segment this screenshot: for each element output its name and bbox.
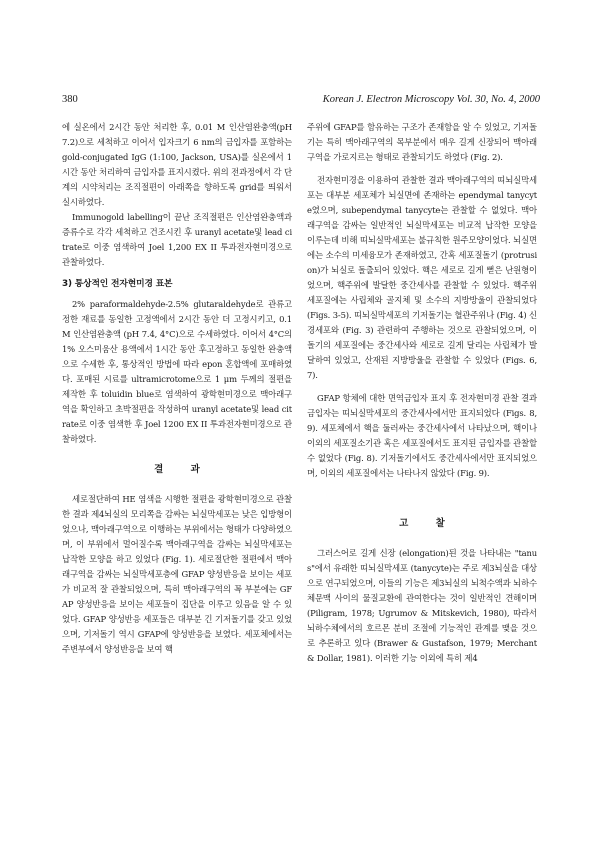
paragraph-results-light-microscopy: 세로절단하여 HE 염색을 시행한 절편을 광학현미경으로 관찰한 결과 제4뇌실의 모리쪽을 감싸는 뇌실막세포는 낮은 입방형이었으나, 맥아래구역으로 이행하는 부위에서는 형태가 다양하였으며, 이 부위에서 멀어질수록 맥아래구역을 감싸는 뇌실막세포는 납작한 모양을 하고 있었다 (Fig. 1). 세로절단한 절편에서 맥아래구역을 감싸는 뇌실막세포층에 GFAP 양성반응을 보이는 세포가 비교적 잘 관찰되었으며, 특히 맥아래구역의 꼭 부분에는 GFAP 양성반응을 보이는 세포들이 집단을 이루고 있음을 알 수 있었다. GFAP 양성반응 세포들은 대부분 긴 기저돌기를 갖고 있었으며, 기저돌기 역시 GFAP에 양성반응을 보였다. 세포체에서는 주변부에서 양성반응을 보여 핵 (62, 494, 292, 654)
paragraph-immunogold-results: GFAP 항체에 대한 면역금입자 표지 후 전자현미경 관찰 결과 금입자는 띠뇌실막세포의 중간세사에서만 표지되었다 (Figs. 8, 9). 세포체에서 핵을 둘러싸는 중간세사에서 나타났으며, 핵이나 이외의 세포질소기관 혹은 세포질에서도 표지된 금입자를 관찰할 수 없었다 (Fig. 8). 기저돌기에서도 중간세사에서만 표지되었으며, 이외의 세포질에서는 나타나지 않았다 (Fig. 9). (307, 393, 537, 478)
paragraph-gfap-basal-process: 주위에 GFAP를 함유하는 구조가 존재함을 알 수 있었고, 기저돌기는 특히 맥아래구역의 목부분에서 매우 길게 신장되어 맥아래구역을 가로지르는 형태로 관찰되기도 하였다 (Fig. 2). (307, 122, 537, 162)
paragraph-immunogold: Immunogold labelling이 끝난 조직절편은 인산염완충액과 증류수로 각각 세척하고 건조시킨 후 uranyl acetate및 lead citrate로 이중 염색하여 Joel 1,200 EX II 투과전자현미경으로 관찰하였다. (62, 212, 292, 267)
section-heading-results: 결 과 (154, 464, 212, 475)
paragraph-discussion: 그러스어로 길게 신장 (elongation)된 것을 나타내는 "tanus"에서 유래한 띠뇌실막세포 (tanycyte)는 주로 제3뇌실을 대상으로 연구되었으며, 이들의 기능은 제3뇌실의 뇌척수액과 뇌하수체문맥 사이의 물질교환에 관여한다는 것이 일반적인 견해이며 (Piligram, 1978; Ugrumov & Mitskevich, 1980), 따라서 뇌하수체에서의 호르몬 분비 조절에 기능적인 관계를 맺을 것으로 추론하고 있다 (Brawer & Gustafson, 1979; Merchant & Dollar, 1981). 이러한 기능 이외에 특히 제4 (307, 548, 537, 663)
page-header (62, 94, 540, 110)
paragraph-conventional-em: 2% paraformaldehyde-2.5% glutaraldehyde로 관류고정한 재료를 동일한 고정액에서 2시간 동안 더 고정시키고, 0.1 M 인산염완충액 (pH 7.4, 4°C)으로 수세하였다. 이어서 4°C의 1% 오스미움산 용액에서 1시간 동안 후고정하고 동일한 완충액으로 수세한 후, 통상적인 방법에 따라 epon 혼합액에 포매하였다. 포매된 시료를 ultramicrotome으로 1 μm 두께의 절편을 제작한 후 toluidin blue로 염색하여 광학현미경으로 맥아래구역을 확인하고 초박절편을 작성하여 uranyl acetate및 lead citrate로 이중 염색한 후 Joel 1200 EX II 투과전자현미경으로 관찰하였다. (62, 299, 292, 444)
paragraph-gold-labelling: 에 실온에서 2시간 동안 처리한 후, 0.01 M 인산염완충액(pH 7.2)으로 세척하고 이어서 입자크기 6 nm의 금입자를 포함하는 gold-conjugated IgG (1:100, Jackson, USA)를 실온에서 1시간 동안 처리하여 금입자를 표지시켰다. 위의 전과정에서 각 단계의 시약처리는 조직절편이 아래쪽을 향하도록 grid를 띄워서 실시하였다. (62, 122, 292, 207)
left-column (62, 120, 292, 657)
paragraph-electron-microscopy: 전자현미경을 이용하여 관찰한 결과 맥아래구역의 띠뇌실막세포는 대부분 세포체가 뇌실면에 존재하는 ependymal tanycyte였으며, subependymal tanycyte는 관찰할 수 없었다. 맥아래구역을 감싸는 일반적인 뇌실막세포는 비교적 납작한 모양을 이루는데 비해 띠뇌실막세포는 불규칙한 원주모양이었다. 뇌실면에는 소수의 미세융모가 존재하였고, 간혹 세포질돌기 (protrusion)가 뇌실로 돌출되어 있었다. 핵은 세로로 길게 뻗은 난원형이었으며, 핵주위에 발달한 중간세사를 관찰할 수 있었다. 핵주위 세포질에는 사립체와 골지체 및 소수의 지방방울이 관찰되었다 (Figs. 3-5). 띠뇌실막세포의 기저돌기는 혈관주위나 (Fig. 4) 신경세포와 (Fig. 3) 관련하여 주행하는 것으로 관찰되었으며, 이 돌기의 세포질에는 중간세사와 세로로 길게 달리는 사립체가 발달하여 있었고, 산재된 지방방울을 관찰할 수 있었다 (Figs. 6, 7). (307, 175, 537, 380)
section-heading-discussion: 고 찰 (399, 518, 457, 529)
running-title: Korean J. Electron Microscopy Vol. 30, No. 4, 2000 (322, 94, 540, 105)
right-column (307, 120, 537, 666)
section-heading-conventional-em: 3) 통상적인 전자현미경 표본 (62, 279, 173, 289)
page-number: 380 (62, 94, 78, 105)
